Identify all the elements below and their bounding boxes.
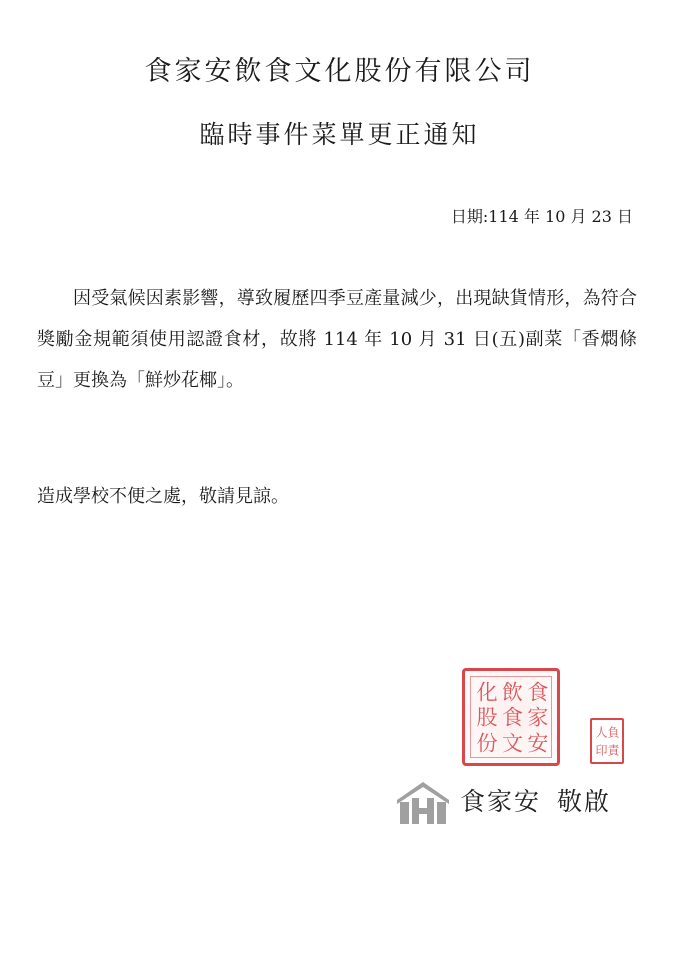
- signature-company: 食家安: [460, 787, 542, 816]
- signature-regards: 敬啟: [557, 787, 612, 816]
- company-seal-stamp: 食 家 安 飲 食 文 化 股 份: [462, 668, 560, 766]
- signature-line: [460, 782, 611, 822]
- notice-title: 臨時事件菜單更正通知: [199, 120, 480, 149]
- company-name: 食家安飲食文化股份有限公司: [144, 56, 535, 87]
- house-h-logo-icon: [394, 778, 452, 826]
- notice-body: [37, 278, 637, 401]
- body-paragraph: 因受氣候因素影響，導致履歷四季豆產量減少，出現缺貨情形，為符合獎勵金規範須使用認證食材，故將 114 年 10 月 31 日(五)副菜「香燜條豆」更換為「鮮炒花椰」。: [37, 288, 637, 391]
- representative-seal-stamp: 負 責 人 印: [590, 718, 624, 764]
- notice-date: 日期:114 年 10 月 23 日: [450, 207, 633, 226]
- closing-sentence: 造成學校不便之處，敬請見諒。: [37, 486, 289, 507]
